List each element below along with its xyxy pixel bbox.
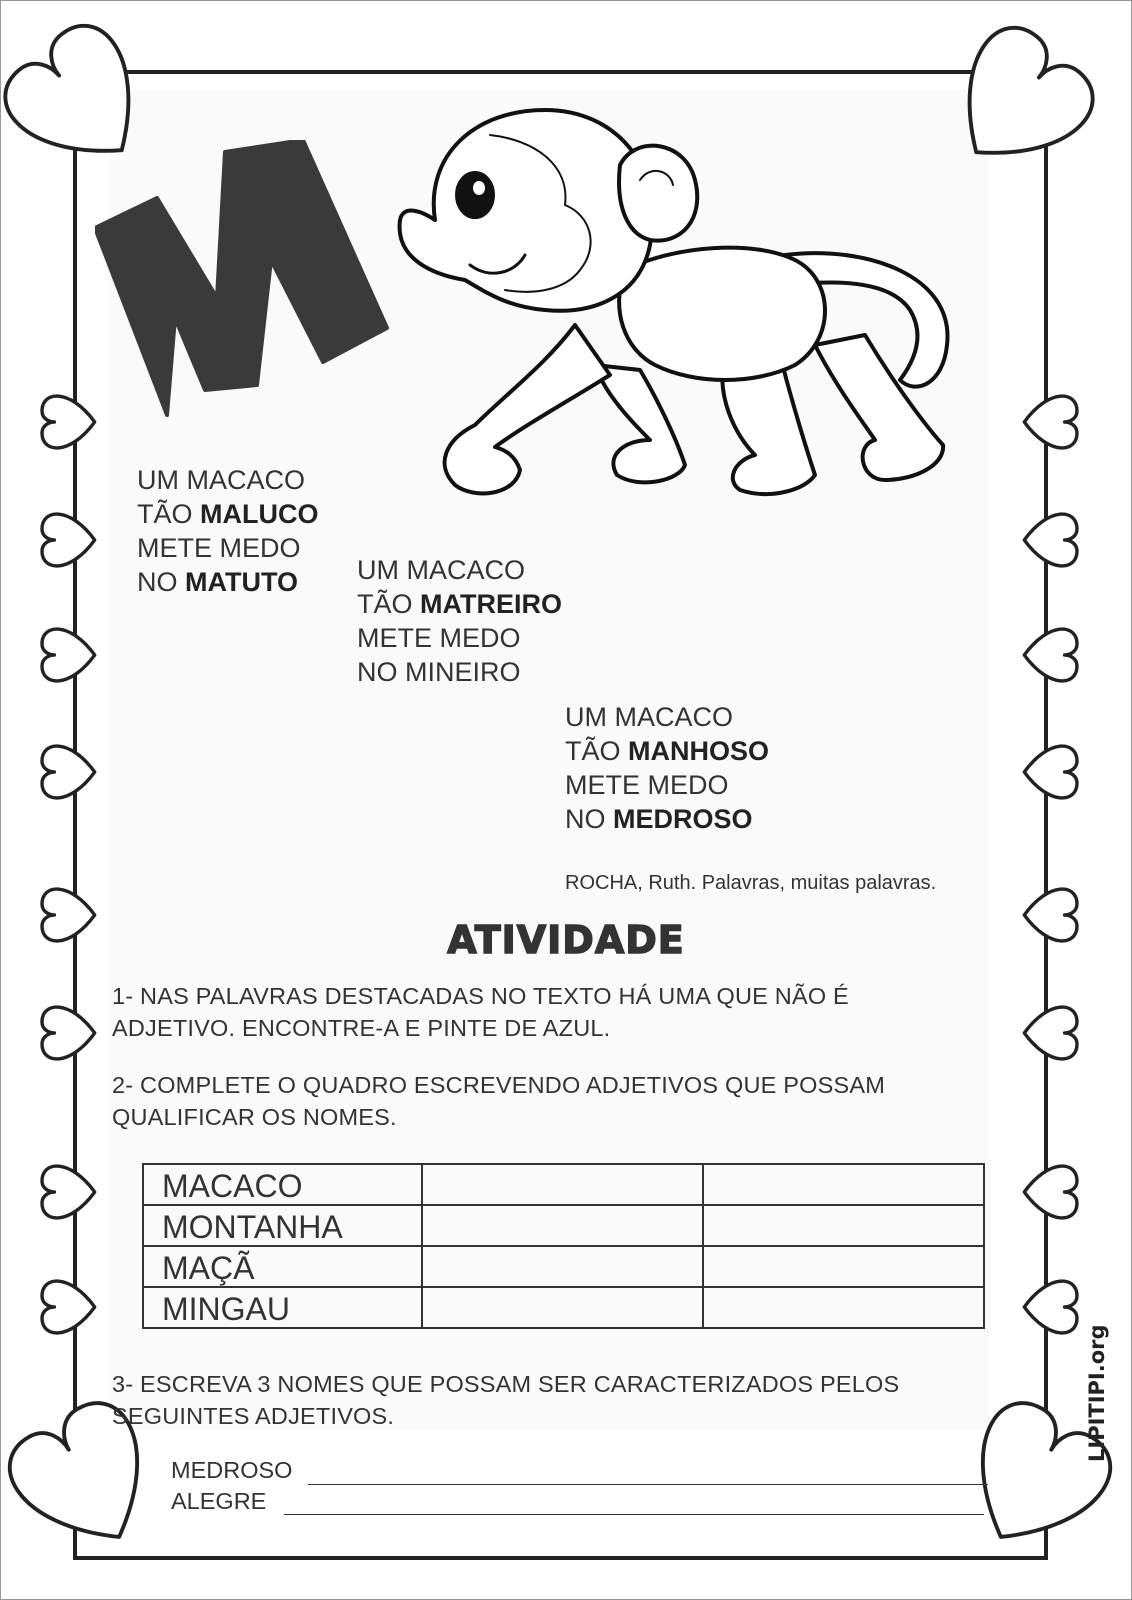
- poem-stanza-2: [357, 553, 562, 689]
- poem-line: UM MACACO: [357, 555, 525, 585]
- poem-text: NO: [137, 567, 186, 597]
- question-line: QUALIFICAR OS NOMES.: [112, 1104, 397, 1130]
- question-line: 3- ESCREVA 3 NOMES QUE POSSAM SER CARACTERIZADOS PELOS: [112, 1371, 900, 1397]
- poem-text: TÃO: [565, 736, 629, 766]
- question-3: [112, 1368, 992, 1432]
- poem-line: [357, 587, 562, 621]
- highlighted-word: MANHOSO: [628, 736, 770, 766]
- heart-icon: [42, 1007, 95, 1059]
- heart-icon: [1024, 629, 1077, 681]
- table-cell-blank[interactable]: [703, 1246, 984, 1287]
- question-line: ADJETIVO. ENCONTRE-A E PINTE DE AZUL.: [112, 1015, 611, 1041]
- poem-line: METE MEDO: [565, 770, 729, 800]
- poem-text: TÃO: [137, 499, 201, 529]
- heart-icon: [42, 746, 95, 798]
- poem-line: METE MEDO: [357, 623, 521, 653]
- table-cell-blank[interactable]: [422, 1246, 703, 1287]
- poem-line: [565, 734, 769, 768]
- table-cell-noun: MACACO: [143, 1164, 422, 1205]
- table-row: [143, 1205, 984, 1246]
- big-letter-m-icon: [95, 140, 395, 430]
- poem-text: TÃO: [357, 589, 421, 619]
- poem-stanza-1: [137, 463, 319, 599]
- poem-line: METE MEDO: [137, 533, 301, 563]
- table-cell-noun: MINGAU: [143, 1287, 422, 1328]
- write-line-label: ALEGRE: [171, 1488, 267, 1514]
- heart-icon: [42, 1281, 95, 1333]
- table-cell-blank[interactable]: [703, 1205, 984, 1246]
- table-cell-blank[interactable]: [422, 1287, 703, 1328]
- poem-line: [137, 565, 319, 599]
- poem-citation: ROCHA, Ruth. Palavras, muitas palavras.: [565, 872, 937, 894]
- table-cell-blank[interactable]: [703, 1287, 984, 1328]
- heart-icon: [1024, 1281, 1077, 1333]
- heart-icon: [1024, 1166, 1077, 1218]
- poem-line: UM MACACO: [565, 702, 733, 732]
- write-line-alegre[interactable]: [284, 1514, 984, 1515]
- question-1: [112, 980, 992, 1044]
- highlighted-word: MATREIRO: [420, 589, 563, 619]
- question-2: [112, 1069, 992, 1133]
- highlighted-word: MALUCO: [200, 499, 319, 529]
- poem-line: UM MACACO: [137, 465, 305, 495]
- question-line: 1- NAS PALAVRAS DESTACADAS NO TEXTO HÁ UMA QUE NÃO É: [112, 983, 849, 1009]
- table-cell-noun: MONTANHA: [143, 1205, 422, 1246]
- heart-icon: [42, 396, 95, 448]
- adjectives-table: [142, 1163, 985, 1329]
- heart-icon: [1024, 514, 1077, 566]
- table-cell-noun: MAÇÃ: [143, 1246, 422, 1287]
- question-line: SEGUINTES ADJETIVOS.: [112, 1403, 395, 1429]
- question-line: 2- COMPLETE O QUADRO ESCREVENDO ADJETIVOS QUE POSSAM: [112, 1072, 885, 1098]
- highlighted-word: MEDROSO: [613, 804, 753, 834]
- heart-icon: [1024, 746, 1077, 798]
- monkey-icon: [395, 95, 975, 515]
- write-line-label: MEDROSO: [171, 1457, 293, 1483]
- table-row: [143, 1287, 984, 1328]
- heart-icon: [1024, 1007, 1077, 1059]
- write-line-medroso[interactable]: [308, 1484, 988, 1485]
- heart-icon: [42, 629, 95, 681]
- poem-stanza-3: [565, 700, 769, 836]
- brand-logo: LIPITIPI.org: [1085, 1324, 1109, 1462]
- poem-line: [565, 802, 769, 836]
- highlighted-word: MATUTO: [185, 567, 298, 597]
- table-row: [143, 1246, 984, 1287]
- activity-title: ATIVIDADE: [447, 918, 685, 962]
- table-row: [143, 1164, 984, 1205]
- heart-icon: [42, 514, 95, 566]
- heart-icon: [1024, 396, 1077, 448]
- heart-icon: [42, 1166, 95, 1218]
- table-cell-blank[interactable]: [422, 1205, 703, 1246]
- poem-line: [137, 497, 319, 531]
- table-cell-blank[interactable]: [422, 1164, 703, 1205]
- table-cell-blank[interactable]: [703, 1164, 984, 1205]
- poem-text: NO: [565, 804, 614, 834]
- poem-line: NO MINEIRO: [357, 657, 521, 687]
